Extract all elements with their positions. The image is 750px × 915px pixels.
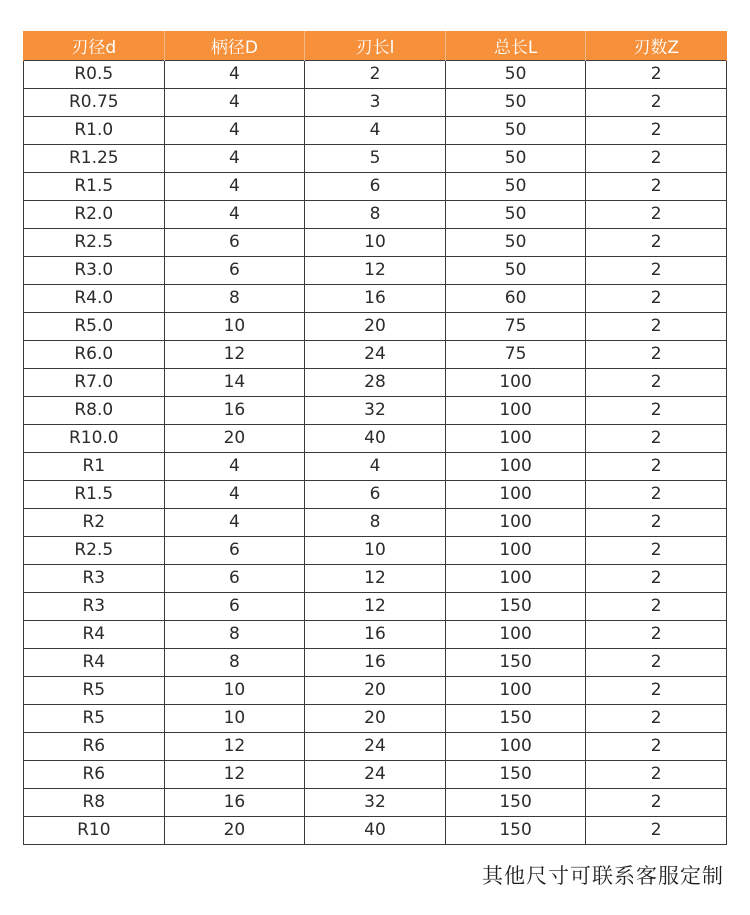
total-length-cell: 150 [445,593,586,621]
header-flute-count: 刃数Z [586,31,727,61]
flute-count-cell: 2 [586,173,727,201]
table-row [24,397,727,425]
total-length-cell: 100 [445,677,586,705]
header-row [24,31,727,61]
blade-length-cell: 20 [305,313,446,341]
blade-length-cell: 10 [305,229,446,257]
blade-length-cell: 12 [305,593,446,621]
flute-count-cell: 2 [586,621,727,649]
shank-diameter-cell: 6 [164,257,305,285]
blade-diameter-cell: R8.0 [24,397,165,425]
blade-length-cell: 6 [305,481,446,509]
blade-length-cell: 8 [305,509,446,537]
flute-count-cell: 2 [586,649,727,677]
flute-count-cell: 2 [586,425,727,453]
table-row [24,677,727,705]
blade-diameter-cell: R2.0 [24,201,165,229]
shank-diameter-cell: 4 [164,481,305,509]
total-length-cell: 75 [445,313,586,341]
shank-diameter-cell: 14 [164,369,305,397]
blade-length-cell: 4 [305,453,446,481]
header-blade-length: 刃长l [305,31,446,61]
table-row [24,537,727,565]
shank-diameter-cell: 12 [164,341,305,369]
blade-diameter-cell: R6 [24,733,165,761]
blade-length-cell: 32 [305,397,446,425]
table-row [24,817,727,845]
total-length-cell: 50 [445,173,586,201]
table-row [24,257,727,285]
header-shank-diameter: 柄径D [164,31,305,61]
table-row [24,173,727,201]
shank-diameter-cell: 12 [164,761,305,789]
table-row [24,313,727,341]
blade-diameter-cell: R3 [24,565,165,593]
shank-diameter-cell: 4 [164,201,305,229]
flute-count-cell: 2 [586,145,727,173]
table-row [24,649,727,677]
header-blade-diameter: 刃径d [24,31,165,61]
blade-length-cell: 8 [305,201,446,229]
blade-diameter-cell: R0.5 [24,61,165,89]
blade-diameter-cell: R1 [24,453,165,481]
blade-length-cell: 10 [305,537,446,565]
flute-count-cell: 2 [586,61,727,89]
blade-diameter-cell: R5.0 [24,313,165,341]
flute-count-cell: 2 [586,341,727,369]
table-row [24,705,727,733]
blade-length-cell: 12 [305,257,446,285]
blade-length-cell: 24 [305,341,446,369]
table-row [24,789,727,817]
shank-diameter-cell: 4 [164,61,305,89]
blade-diameter-cell: R6 [24,761,165,789]
shank-diameter-cell: 8 [164,649,305,677]
flute-count-cell: 2 [586,509,727,537]
table-row [24,761,727,789]
shank-diameter-cell: 20 [164,817,305,845]
flute-count-cell: 2 [586,369,727,397]
flute-count-cell: 2 [586,117,727,145]
shank-diameter-cell: 20 [164,425,305,453]
flute-count-cell: 2 [586,705,727,733]
shank-diameter-cell: 4 [164,173,305,201]
flute-count-cell: 2 [586,817,727,845]
table-row [24,593,727,621]
total-length-cell: 60 [445,285,586,313]
shank-diameter-cell: 4 [164,145,305,173]
blade-diameter-cell: R1.5 [24,481,165,509]
shank-diameter-cell: 10 [164,313,305,341]
blade-diameter-cell: R1.0 [24,117,165,145]
flute-count-cell: 2 [586,789,727,817]
blade-diameter-cell: R2.5 [24,537,165,565]
total-length-cell: 150 [445,789,586,817]
total-length-cell: 50 [445,117,586,145]
total-length-cell: 100 [445,453,586,481]
total-length-cell: 50 [445,61,586,89]
table-row [24,733,727,761]
blade-diameter-cell: R5 [24,677,165,705]
shank-diameter-cell: 6 [164,565,305,593]
blade-diameter-cell: R4 [24,621,165,649]
total-length-cell: 50 [445,201,586,229]
flute-count-cell: 2 [586,481,727,509]
blade-diameter-cell: R0.75 [24,89,165,117]
shank-diameter-cell: 4 [164,509,305,537]
blade-diameter-cell: R1.25 [24,145,165,173]
blade-length-cell: 12 [305,565,446,593]
table-row [24,481,727,509]
spec-table [23,31,727,845]
blade-diameter-cell: R4 [24,649,165,677]
table-row [24,425,727,453]
table-row [24,145,727,173]
blade-length-cell: 28 [305,369,446,397]
total-length-cell: 150 [445,817,586,845]
flute-count-cell: 2 [586,257,727,285]
total-length-cell: 150 [445,761,586,789]
blade-diameter-cell: R3 [24,593,165,621]
table-row [24,341,727,369]
blade-length-cell: 4 [305,117,446,145]
table-body [24,61,727,845]
shank-diameter-cell: 4 [164,453,305,481]
blade-length-cell: 40 [305,817,446,845]
blade-length-cell: 32 [305,789,446,817]
blade-diameter-cell: R2 [24,509,165,537]
total-length-cell: 100 [445,481,586,509]
table-row [24,509,727,537]
total-length-cell: 50 [445,229,586,257]
table-row [24,117,727,145]
blade-diameter-cell: R6.0 [24,341,165,369]
shank-diameter-cell: 8 [164,621,305,649]
total-length-cell: 100 [445,537,586,565]
blade-diameter-cell: R3.0 [24,257,165,285]
total-length-cell: 50 [445,257,586,285]
total-length-cell: 100 [445,397,586,425]
shank-diameter-cell: 6 [164,229,305,257]
shank-diameter-cell: 12 [164,733,305,761]
flute-count-cell: 2 [586,761,727,789]
blade-diameter-cell: R5 [24,705,165,733]
shank-diameter-cell: 4 [164,117,305,145]
blade-diameter-cell: R7.0 [24,369,165,397]
footer-note: 其他尺寸可联系客服定制 [482,864,724,888]
blade-length-cell: 24 [305,733,446,761]
total-length-cell: 100 [445,733,586,761]
shank-diameter-cell: 8 [164,285,305,313]
shank-diameter-cell: 4 [164,89,305,117]
total-length-cell: 100 [445,509,586,537]
total-length-cell: 50 [445,145,586,173]
table-row [24,621,727,649]
flute-count-cell: 2 [586,397,727,425]
shank-diameter-cell: 10 [164,705,305,733]
blade-diameter-cell: R1.5 [24,173,165,201]
blade-diameter-cell: R10 [24,817,165,845]
shank-diameter-cell: 10 [164,677,305,705]
table-row [24,89,727,117]
shank-diameter-cell: 6 [164,537,305,565]
flute-count-cell: 2 [586,733,727,761]
table-row [24,285,727,313]
blade-length-cell: 3 [305,89,446,117]
blade-diameter-cell: R10.0 [24,425,165,453]
table-row [24,453,727,481]
flute-count-cell: 2 [586,537,727,565]
flute-count-cell: 2 [586,285,727,313]
flute-count-cell: 2 [586,89,727,117]
shank-diameter-cell: 16 [164,397,305,425]
total-length-cell: 100 [445,565,586,593]
flute-count-cell: 2 [586,593,727,621]
blade-diameter-cell: R2.5 [24,229,165,257]
total-length-cell: 150 [445,649,586,677]
blade-diameter-cell: R4.0 [24,285,165,313]
flute-count-cell: 2 [586,201,727,229]
blade-length-cell: 2 [305,61,446,89]
flute-count-cell: 2 [586,313,727,341]
total-length-cell: 75 [445,341,586,369]
flute-count-cell: 2 [586,229,727,257]
flute-count-cell: 2 [586,565,727,593]
table-row [24,565,727,593]
blade-length-cell: 40 [305,425,446,453]
total-length-cell: 50 [445,89,586,117]
table-row [24,369,727,397]
total-length-cell: 100 [445,621,586,649]
blade-length-cell: 24 [305,761,446,789]
table-row [24,201,727,229]
blade-length-cell: 16 [305,649,446,677]
total-length-cell: 100 [445,369,586,397]
flute-count-cell: 2 [586,453,727,481]
blade-length-cell: 5 [305,145,446,173]
blade-length-cell: 16 [305,285,446,313]
flute-count-cell: 2 [586,677,727,705]
table-row [24,229,727,257]
shank-diameter-cell: 6 [164,593,305,621]
header-total-length: 总长L [445,31,586,61]
total-length-cell: 150 [445,705,586,733]
blade-length-cell: 20 [305,705,446,733]
blade-length-cell: 20 [305,677,446,705]
table-header [24,31,727,61]
total-length-cell: 100 [445,425,586,453]
blade-diameter-cell: R8 [24,789,165,817]
blade-length-cell: 6 [305,173,446,201]
shank-diameter-cell: 16 [164,789,305,817]
table-row [24,61,727,89]
blade-length-cell: 16 [305,621,446,649]
